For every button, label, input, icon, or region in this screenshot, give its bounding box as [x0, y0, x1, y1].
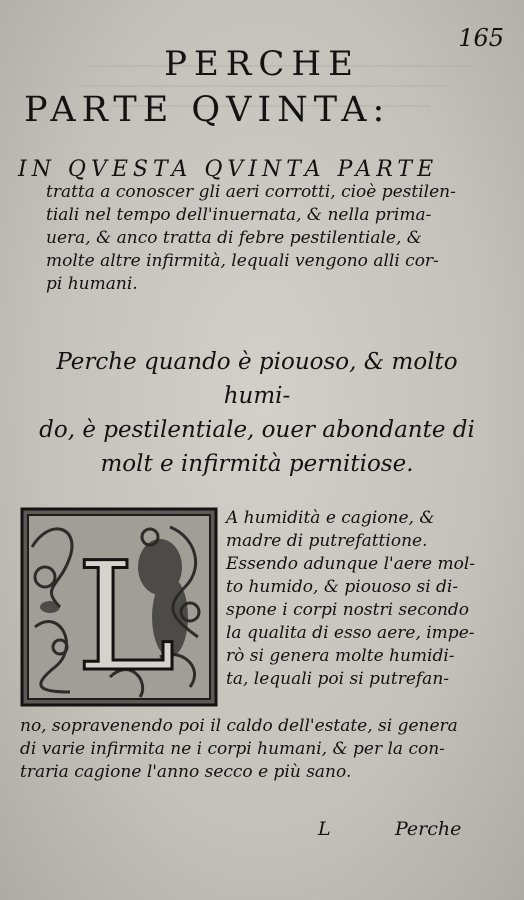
part-summary — [18, 158, 490, 296]
decorated-initial-woodcut — [20, 507, 218, 707]
title-line-1: PERCHE — [164, 44, 360, 84]
folio-number: 165 — [458, 24, 504, 52]
body-text-beside-initial: A humidità e cagione, & madre di putrefattione. Essendo adunque l'aere mol- to humido, & piouoso si di- spone i corpi nostri secondo la qualita di esso aere, impe- rò si genera molte humidi- ta, lequali poi si putrefan- — [226, 508, 476, 689]
body-text-continued: no, sopravenendo poi il caldo dell'estate, si genera di varie infirmita ne i corpi humani, & per la con- traria cagione l'anno secco e più sano. — [20, 716, 458, 782]
title-line-2: PARTE QVINTA: — [24, 90, 391, 130]
part-summary-body: tratta a conoscer gli aeri corrotti, cioè pestilen- tiali nel tempo dell'inuernata, & nella prima- uera, & anco tratta di febre pestilentiale, & molte altre infirmità, lequali vengono alli cor- pi humani. — [46, 182, 456, 294]
signature-mark: L — [318, 818, 331, 840]
catchword: Perche — [395, 818, 462, 840]
svg-text:L: L — [76, 531, 176, 705]
chapter-heading: Perche quando è piouoso, & molto humi- do, è pestilentiale, ouer abondante di molt e infirmità pernitiose. — [39, 349, 475, 477]
part-summary-heading: IN QVESTA QVINTA PARTE — [18, 157, 439, 182]
woodcut-initial-icon — [20, 507, 218, 707]
